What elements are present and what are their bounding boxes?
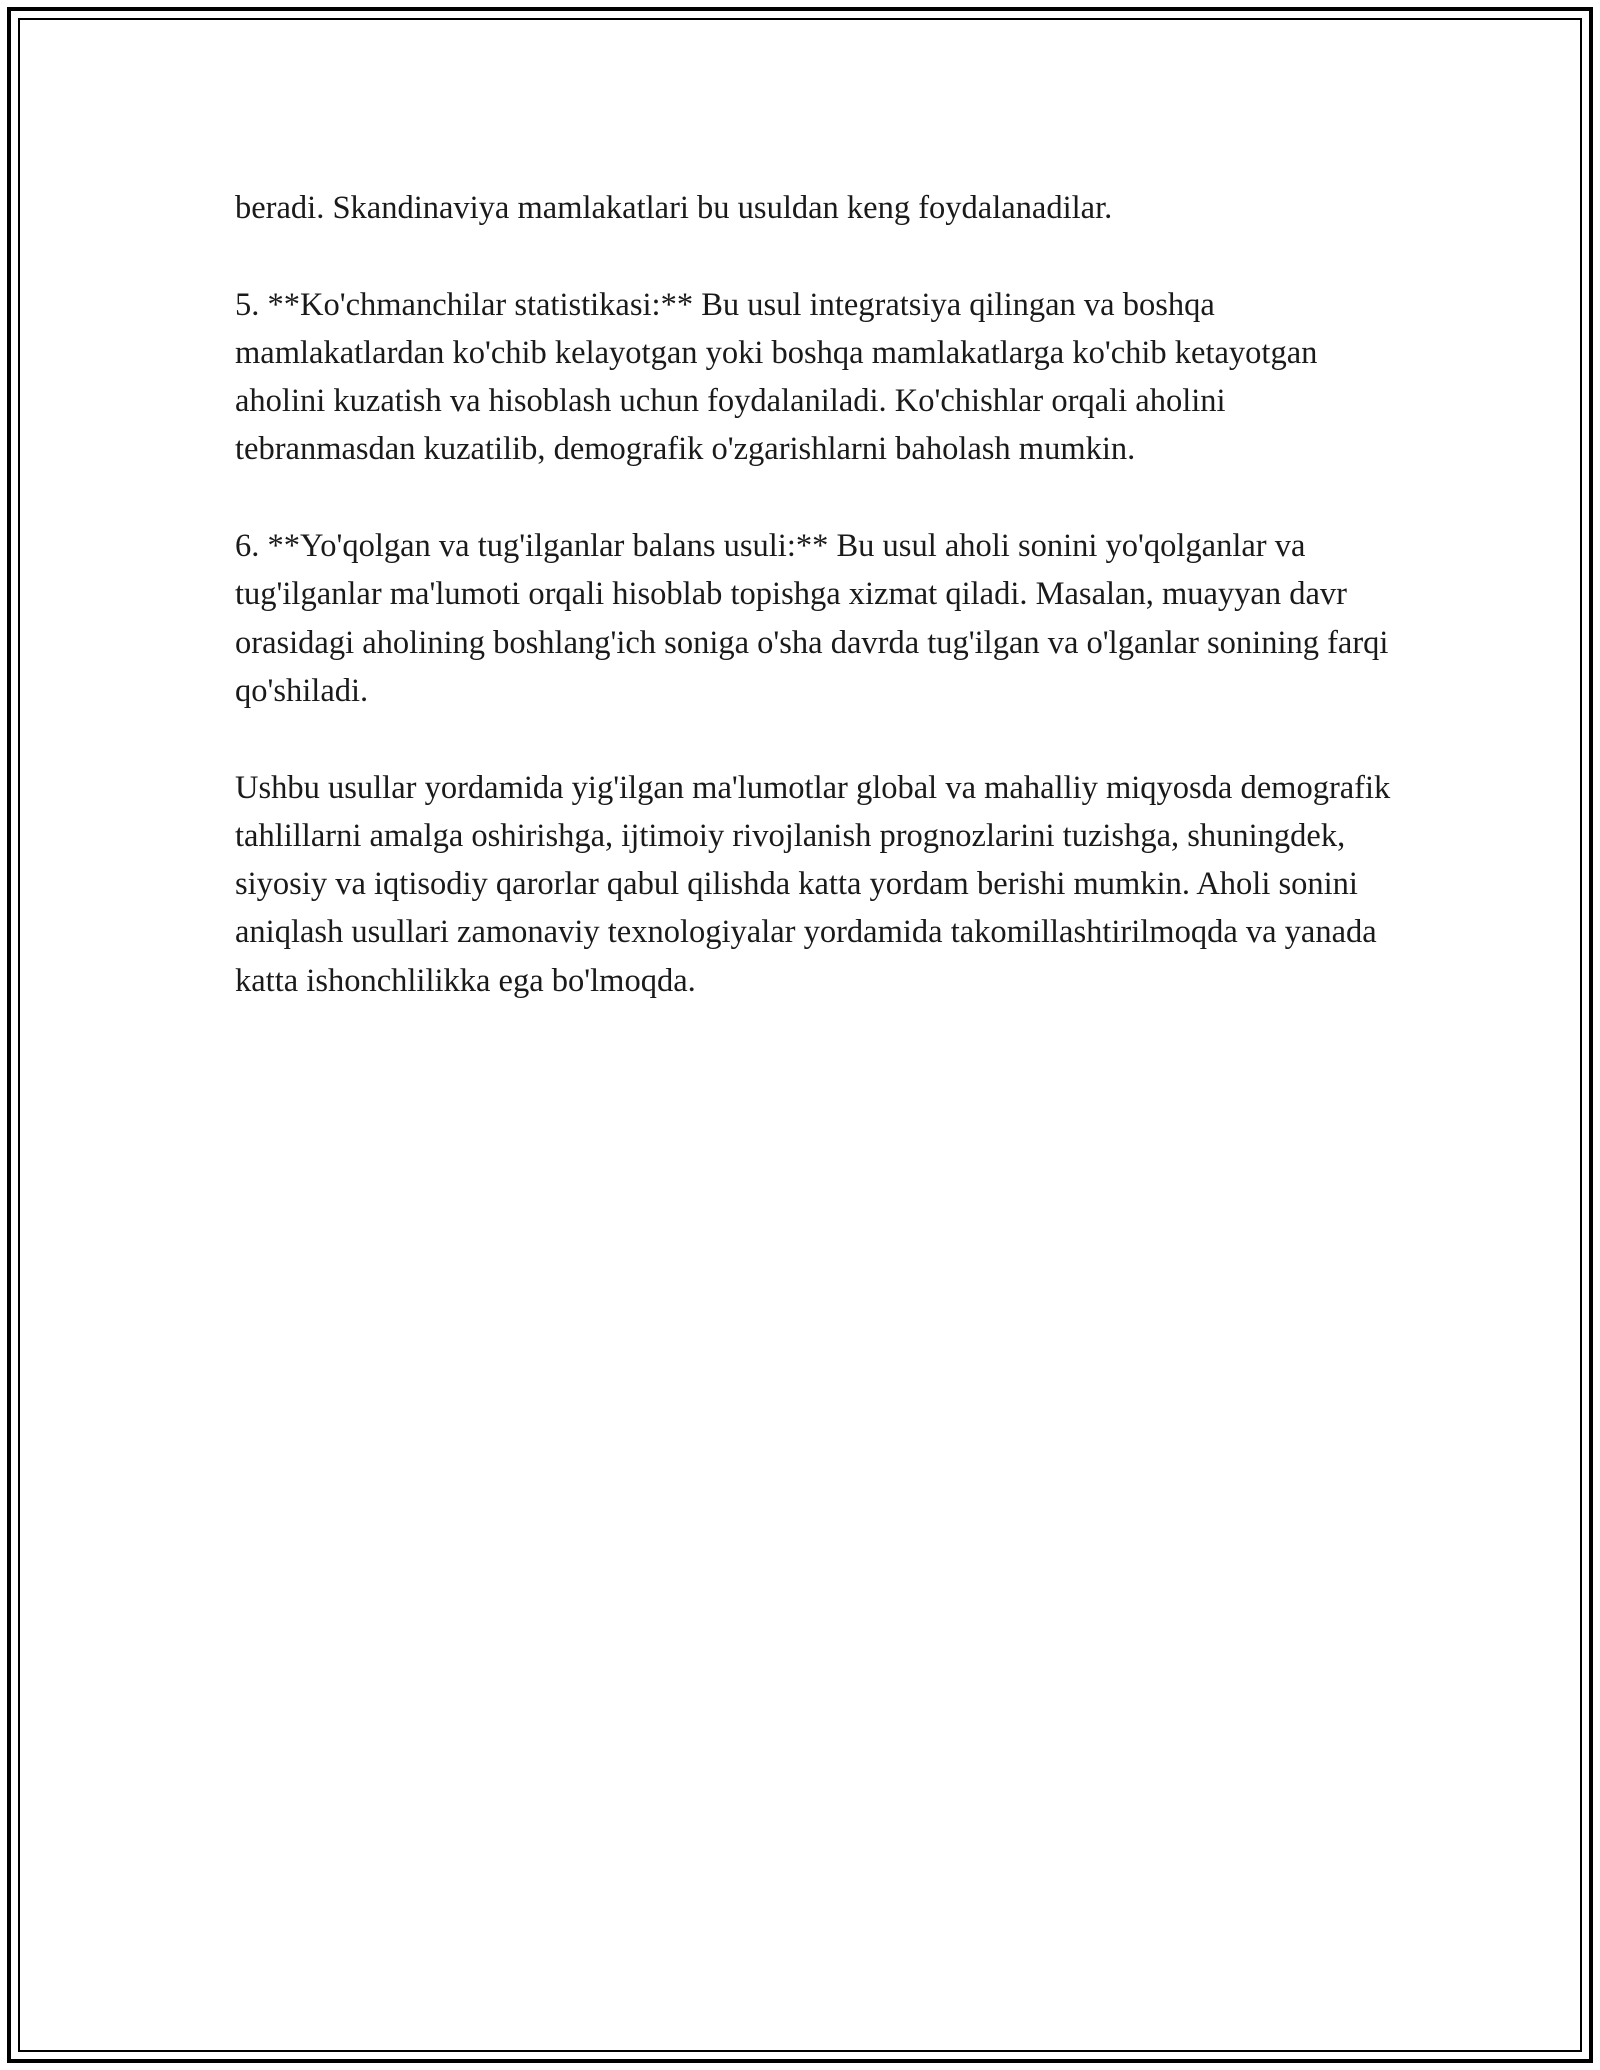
paragraph-conclusion: Ushbu usullar yordamida yig'ilgan ma'lumotlar global va mahalliy miqyosda demografik tahlillarni amalga oshirishga, ijtimoiy rivojlanish prognozlarini tuzishga, shuningdek, siyosiy va iqtisodiy qarorlar qabul qilishda katta yordam berishi mumkin. Aholi sonini aniqlash usullari zamonaviy texnologiyalar yordamida takomillashtirilmoqda va yanada katta ishonchlilikka ega bo'lmoqda. <box>235 769 1391 999</box>
paragraph-balance-method: 6. **Yo'qolgan va tug'ilganlar balans usuli:** Bu usul aholi sonini yo'qolganlar va tug'ilganlar ma'lumoti orqali hisoblab topishga xizmat qiladi. Masalan, muayyan davr orasidagi aholining boshlang'ich soniga o'sha davrda tug'ilgan va o'lganlar sonining farqi qo'shiladi. <box>235 528 1389 709</box>
paragraph-continuation: beradi. Skandinaviya mamlakatlari bu usuldan keng foydalanadilar. <box>235 190 1113 226</box>
paragraph-migration-statistics: 5. **Ko'chmanchilar statistikasi:** Bu usul integratsiya qilingan va boshqa mamlakatlardan ko'chib kelayotgan yoki boshqa mamlakatlarga ko'chib ketayotgan aholini kuzatish va hisoblash uchun foydalaniladi. Ko'chishlar orqali aholini tebranmasdan kuzatilib, demografik o'zgarishlarni baholash mumkin. <box>235 286 1318 468</box>
document-body <box>235 184 1395 1053</box>
